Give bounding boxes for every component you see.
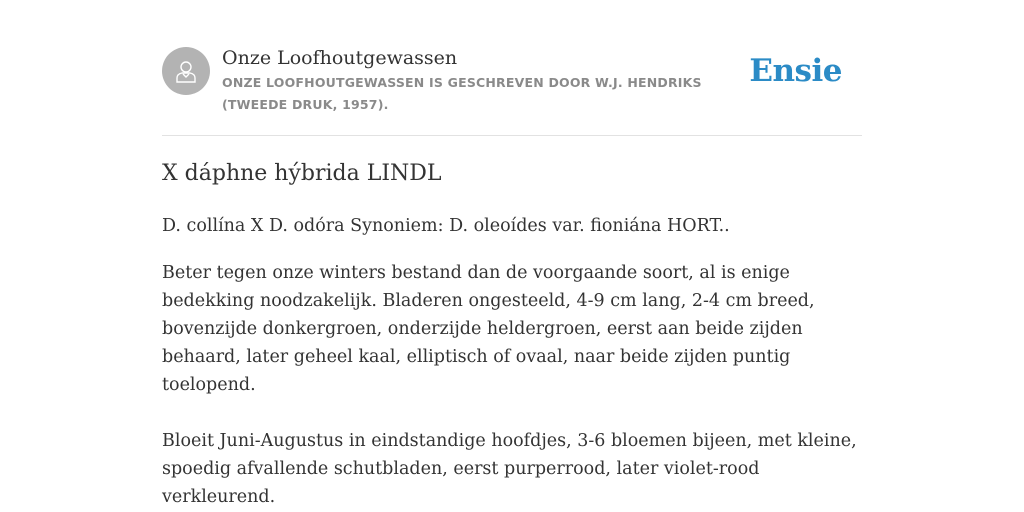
entry-body: [162, 259, 867, 512]
entry-paragraph: Bloeit Juni-Augustus in eindstandige hoofdjes, 3-6 bloemen bijeen, met kleine, spoedig afvallende schutbladen, eerst purperrood, later violet-rood verkleurend.: [162, 431, 857, 507]
source-header: [162, 46, 862, 116]
header-divider: [162, 135, 862, 136]
user-avatar-icon: [162, 47, 210, 95]
source-description: ONZE LOOFHOUTGEWASSEN IS GESCHREVEN DOOR W.J. HENDRIKS (TWEEDE DRUK, 1957).: [222, 75, 702, 112]
source-title[interactable]: Onze Loofhoutgewassen: [222, 47, 458, 69]
entry-paragraph: Beter tegen onze winters bestand dan de voorgaande soort, al is enige bedekking noodzakelijk. Bladeren ongesteeld, 4-9 cm lang, 2-4 cm breed, bovenzijde donkergroen, onderzijde heldergroen, eerst aan beide zijden behaard, later geheel kaal, elliptisch of ovaal, naar beide zijden puntig toelopend.: [162, 263, 815, 395]
entry-synonym: D. collína X D. odóra Synoniem: D. oleoídes var. fioniána HORT..: [162, 216, 730, 236]
entry-title: X dáphne hýbrida LINDL: [162, 161, 442, 186]
ensie-logo[interactable]: Ensie: [749, 53, 842, 89]
